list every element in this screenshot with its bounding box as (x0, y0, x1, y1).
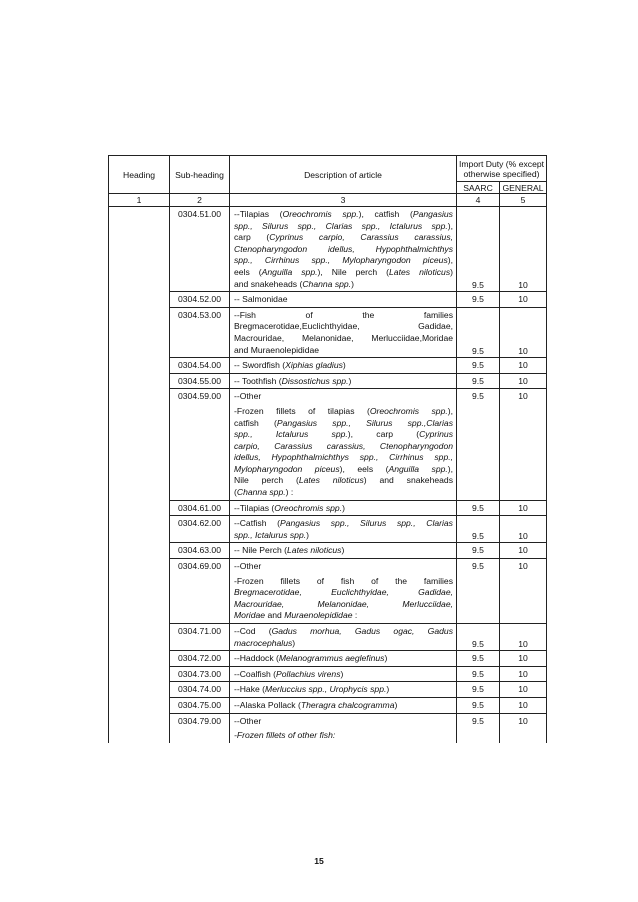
description-line (234, 244, 453, 256)
description-italic-text: carpio, Carassius carassius, Ctenopharyngodon (234, 440, 453, 451)
general-duty: 10 (500, 207, 547, 292)
tariff-table (108, 155, 547, 743)
article-description (230, 207, 457, 292)
subheading-code: 0304.62.00 (170, 516, 230, 543)
description-italic-text: Merluccius spp., Urophycis spp. (265, 684, 387, 695)
description-text: -Frozen fillets of tilapias ( (234, 405, 370, 416)
article-description (230, 404, 457, 500)
heading-cell (109, 307, 170, 357)
saarc-duty (457, 574, 500, 624)
article-description (230, 574, 457, 624)
description-line (234, 209, 453, 221)
description-italic-text: Cyprinus carpio, Carassius carassius, (269, 232, 454, 243)
description-italic-text: Gadus morhua, Gadus ogac, Gadus (271, 626, 453, 636)
general-duty: 10 (500, 500, 547, 516)
saarc-duty: 9.5 (457, 559, 500, 574)
subheading-code: 0304.73.00 (170, 666, 230, 682)
table-row (109, 543, 547, 559)
column-number-3: 3 (230, 194, 457, 207)
description-italic-text: Muraenolepididae (284, 610, 353, 621)
description-text: --Cod ( (234, 626, 272, 636)
description-text: ) (292, 637, 296, 648)
description-italic-text: spp., Ictalurus spp. (234, 429, 348, 440)
saarc-duty: 9.5 (457, 697, 500, 713)
description-italic-text: Lates niloticus (287, 545, 342, 556)
saarc-duty: 9.5 (457, 543, 500, 559)
description-text: eels ( (234, 266, 262, 277)
description-text: ) : (285, 487, 294, 498)
tariff-table-container (108, 155, 546, 743)
description-line (234, 441, 453, 453)
saarc-duty (457, 404, 500, 500)
description-line (234, 333, 453, 345)
description-text: --Tilapias ( (234, 209, 283, 219)
description-text: ) (394, 699, 398, 710)
table-row (109, 207, 547, 292)
heading-cell (109, 207, 170, 292)
description-italic-text: Lates niloticus (389, 266, 451, 277)
heading-cell (109, 500, 170, 516)
heading-cell (109, 516, 170, 543)
heading-cell (109, 728, 170, 743)
heading-cell (109, 697, 170, 713)
table-row (109, 307, 547, 357)
saarc-duty: 9.5 (457, 207, 500, 292)
description-text: ) and snakeheads (363, 475, 453, 486)
description-line (234, 730, 453, 742)
table-row (109, 500, 547, 516)
description-line (234, 716, 453, 728)
table-row (109, 697, 547, 713)
description-line (234, 653, 453, 665)
description-text: ) (348, 375, 352, 386)
description-italic-text: Oreochromis spp. (369, 405, 448, 416)
description-text: -- Salmonidae (234, 294, 288, 305)
subheading-code: 0304.52.00 (170, 292, 230, 308)
subheading-code (170, 404, 230, 500)
description-text: ), Nile perch ( (317, 266, 390, 277)
description-line (234, 599, 453, 611)
saarc-duty: 9.5 (457, 389, 500, 404)
description-text: --Other (234, 561, 262, 572)
saarc-duty: 9.5 (457, 307, 500, 357)
description-text: ), eels ( (339, 463, 389, 474)
table-row (109, 373, 547, 389)
article-description (230, 516, 457, 543)
description-italic-text: macrocephalus (234, 637, 293, 648)
subheading-code: 0304.79.00 (170, 713, 230, 728)
column-number-5: 5 (500, 194, 547, 207)
article-description (230, 682, 457, 698)
description-line (234, 700, 453, 712)
table-row (109, 728, 547, 743)
heading-cell (109, 651, 170, 667)
general-duty: 10 (500, 307, 547, 357)
description-italic-text: Oreochromis spp. (274, 502, 343, 513)
article-description (230, 543, 457, 559)
general-duty (500, 404, 547, 500)
table-row (109, 574, 547, 624)
description-column-header: Description of article (230, 156, 457, 194)
saarc-duty: 9.5 (457, 373, 500, 389)
description-italic-text: Macrouridae, Melanonidae, Merlucciidae, (234, 598, 453, 609)
article-description (230, 358, 457, 374)
general-duty: 10 (500, 292, 547, 308)
description-text: ) (341, 545, 345, 556)
table-row (109, 559, 547, 574)
table-row (109, 358, 547, 374)
article-description (230, 624, 457, 651)
subheading-code: 0304.69.00 (170, 559, 230, 574)
description-line (234, 310, 453, 322)
description-text: and (265, 610, 285, 621)
subheading-code: 0304.53.00 (170, 307, 230, 357)
general-duty: 10 (500, 666, 547, 682)
article-description (230, 500, 457, 516)
description-line (234, 626, 453, 638)
saarc-duty: 9.5 (457, 292, 500, 308)
subheading-code: 0304.75.00 (170, 697, 230, 713)
description-line (234, 475, 453, 487)
description-text: -Frozen fillets of fish of the families (234, 575, 453, 586)
description-italic-text: -Frozen fillets of other fish: (234, 730, 336, 741)
description-line (234, 561, 453, 573)
description-line (234, 487, 453, 499)
description-italic-text: Pangasius spp., Silurus spp., Clarias (279, 518, 453, 529)
description-italic-text: Dissostichus spp. (281, 375, 349, 386)
subheading-code: 0304.72.00 (170, 651, 230, 667)
description-line (234, 576, 453, 588)
description-line (234, 221, 453, 233)
general-duty: 10 (500, 713, 547, 728)
description-text: --Alaska Pollack ( (234, 699, 301, 710)
description-italic-text: Pollachius virens (276, 668, 341, 679)
subheading-code: 0304.55.00 (170, 373, 230, 389)
general-column-header: GENERAL (500, 182, 547, 194)
description-italic-text: Oreochromis spp. (282, 209, 359, 219)
general-duty: 10 (500, 651, 547, 667)
description-text: --Fish of the families (234, 309, 453, 320)
heading-cell (109, 389, 170, 404)
description-text: carp ( (234, 232, 270, 243)
description-text: : (352, 610, 358, 621)
description-text: -- Swordfish ( (234, 360, 286, 371)
description-text: Macrouridae, Melanonidae, Merlucciidae,Moridae (234, 332, 453, 343)
general-duty: 10 (500, 559, 547, 574)
description-text: ( (234, 487, 237, 498)
description-italic-text: Ctenopharyngodon idellus, Hypophthalmichthys (234, 243, 453, 254)
saarc-duty: 9.5 (457, 624, 500, 651)
table-row (109, 516, 547, 543)
description-line (234, 321, 453, 333)
description-text: ) (351, 278, 354, 289)
heading-cell (109, 358, 170, 374)
description-text: ), (447, 463, 454, 474)
description-line (234, 232, 453, 244)
saarc-duty: 9.5 (457, 666, 500, 682)
description-text: --Other (234, 391, 262, 402)
article-description (230, 697, 457, 713)
description-text: -- Nile Perch ( (234, 545, 288, 556)
description-text: ), carp ( (347, 429, 420, 440)
description-text: Nile perch ( (234, 475, 299, 486)
description-line (234, 530, 453, 542)
description-text: --Tilapias ( (234, 502, 275, 513)
description-text: ), (447, 220, 453, 231)
subheading-code: 0304.59.00 (170, 389, 230, 404)
subheading-code: 0304.51.00 (170, 207, 230, 292)
article-description (230, 373, 457, 389)
general-duty (500, 728, 547, 743)
description-italic-text: Melanogrammus aeglefinus (278, 653, 385, 664)
heading-cell (109, 713, 170, 728)
description-text: ), catfish ( (358, 209, 413, 219)
description-line (234, 279, 453, 291)
description-text: -- Toothfish ( (234, 375, 282, 386)
description-text: ) (342, 360, 346, 371)
description-italic-text: Pangasius (412, 209, 453, 219)
description-text: catfish ( (234, 417, 277, 428)
table-row (109, 624, 547, 651)
heading-cell (109, 624, 170, 651)
description-line (234, 669, 453, 681)
heading-cell (109, 373, 170, 389)
saarc-duty: 9.5 (457, 682, 500, 698)
description-text: Bregmacerotidae,Euclichthyidae, Gadidae, (234, 321, 453, 332)
description-italic-text: Lates niloticus (298, 475, 364, 486)
description-text: ) (384, 653, 388, 664)
saarc-duty (457, 728, 500, 743)
description-italic-text: Theragra chalcogramma (300, 699, 395, 710)
description-text: ) (342, 502, 345, 513)
description-line (234, 518, 453, 530)
general-duty: 10 (500, 624, 547, 651)
general-duty: 10 (500, 389, 547, 404)
table-row (109, 389, 547, 404)
general-duty: 10 (500, 373, 547, 389)
table-row (109, 651, 547, 667)
subheading-code (170, 728, 230, 743)
description-text: ) (450, 266, 453, 277)
description-italic-text: Pangasius spp., Silurus spp.,Clarias (276, 417, 453, 428)
article-description (230, 713, 457, 728)
description-italic-text: Anguilla spp. (261, 266, 318, 277)
heading-column-header: Heading (109, 156, 170, 194)
description-line (234, 255, 453, 267)
description-text: --Hake ( (234, 684, 266, 695)
description-text: ), (447, 255, 453, 266)
article-description (230, 559, 457, 574)
article-description (230, 651, 457, 667)
description-italic-text: spp., Silurus spp., Clarias spp., Ictalurus spp. (234, 220, 448, 231)
description-line (234, 294, 453, 306)
heading-cell (109, 574, 170, 624)
general-duty: 10 (500, 358, 547, 374)
article-description (230, 307, 457, 357)
description-text: and snakeheads ( (234, 278, 303, 289)
heading-cell (109, 543, 170, 559)
page-number: 15 (314, 856, 324, 866)
description-italic-text: Xiphias gladius (285, 360, 343, 371)
saarc-duty: 9.5 (457, 516, 500, 543)
table-row (109, 682, 547, 698)
description-line (234, 452, 453, 464)
subheading-code: 0304.74.00 (170, 682, 230, 698)
description-text: ), (447, 405, 453, 416)
general-duty: 10 (500, 543, 547, 559)
column-number-2: 2 (170, 194, 230, 207)
saarc-column-header: SAARC (457, 182, 500, 194)
heading-cell (109, 666, 170, 682)
description-line (234, 587, 453, 599)
subheading-code: 0304.61.00 (170, 500, 230, 516)
description-line (234, 464, 453, 476)
heading-cell (109, 559, 170, 574)
subheading-code: 0304.71.00 (170, 624, 230, 651)
description-line (234, 684, 453, 696)
import-duty-header: Import Duty (% except otherwise specified) (457, 156, 547, 182)
table-row (109, 713, 547, 728)
article-description (230, 728, 457, 743)
description-line (234, 345, 453, 357)
description-line (234, 391, 453, 403)
description-line (234, 406, 453, 418)
description-italic-text: Mylopharyngodon piceus (234, 463, 340, 474)
article-description (230, 666, 457, 682)
description-line (234, 418, 453, 430)
heading-cell (109, 682, 170, 698)
description-italic-text: idellus, Hypophthalmichthys spp., Cirrhinus spp., (234, 452, 453, 463)
subheading-column-header: Sub-heading (170, 156, 230, 194)
description-italic-text: Cyprinus (419, 429, 453, 440)
description-text: and Muraenolepididae (234, 344, 320, 355)
saarc-duty: 9.5 (457, 651, 500, 667)
subheading-code (170, 574, 230, 624)
general-duty: 10 (500, 682, 547, 698)
description-line (234, 376, 453, 388)
saarc-duty: 9.5 (457, 500, 500, 516)
description-italic-text: Anguilla spp. (388, 463, 448, 474)
description-italic-text: spp., Cirrhinus spp., Mylopharyngodon piceus (234, 255, 448, 266)
description-line (234, 267, 453, 279)
description-italic-text: Channa spp. (236, 487, 286, 498)
description-line (234, 545, 453, 557)
table-row (109, 292, 547, 308)
description-text: ) (306, 529, 310, 540)
general-duty (500, 574, 547, 624)
description-italic-text: spp., Ictalurus spp. (234, 529, 307, 540)
column-number-1: 1 (109, 194, 170, 207)
description-line (234, 360, 453, 372)
general-duty: 10 (500, 697, 547, 713)
saarc-duty: 9.5 (457, 713, 500, 728)
heading-cell (109, 404, 170, 500)
subheading-code: 0304.54.00 (170, 358, 230, 374)
description-text: --Coalfish ( (234, 668, 277, 679)
heading-cell (109, 292, 170, 308)
description-italic-text: Channa spp. (302, 278, 352, 289)
table-row (109, 404, 547, 500)
description-text: ) (340, 668, 344, 679)
subheading-code: 0304.63.00 (170, 543, 230, 559)
general-duty: 10 (500, 516, 547, 543)
tariff-table-body (109, 207, 547, 743)
description-line (234, 638, 453, 650)
column-number-4: 4 (457, 194, 500, 207)
description-italic-text: Moridae (234, 610, 266, 621)
article-description (230, 389, 457, 404)
description-italic-text: Bregmacerotidae, Euclichthyidae, Gadidae, (234, 587, 453, 598)
article-description (230, 292, 457, 308)
description-line (234, 610, 453, 622)
description-text: --Haddock ( (234, 653, 279, 664)
description-text: ) (386, 684, 390, 695)
description-text: --Other (234, 715, 262, 726)
table-row (109, 666, 547, 682)
description-line (234, 503, 453, 515)
description-line (234, 429, 453, 441)
saarc-duty: 9.5 (457, 358, 500, 374)
description-text: --Catfish ( (234, 518, 280, 529)
